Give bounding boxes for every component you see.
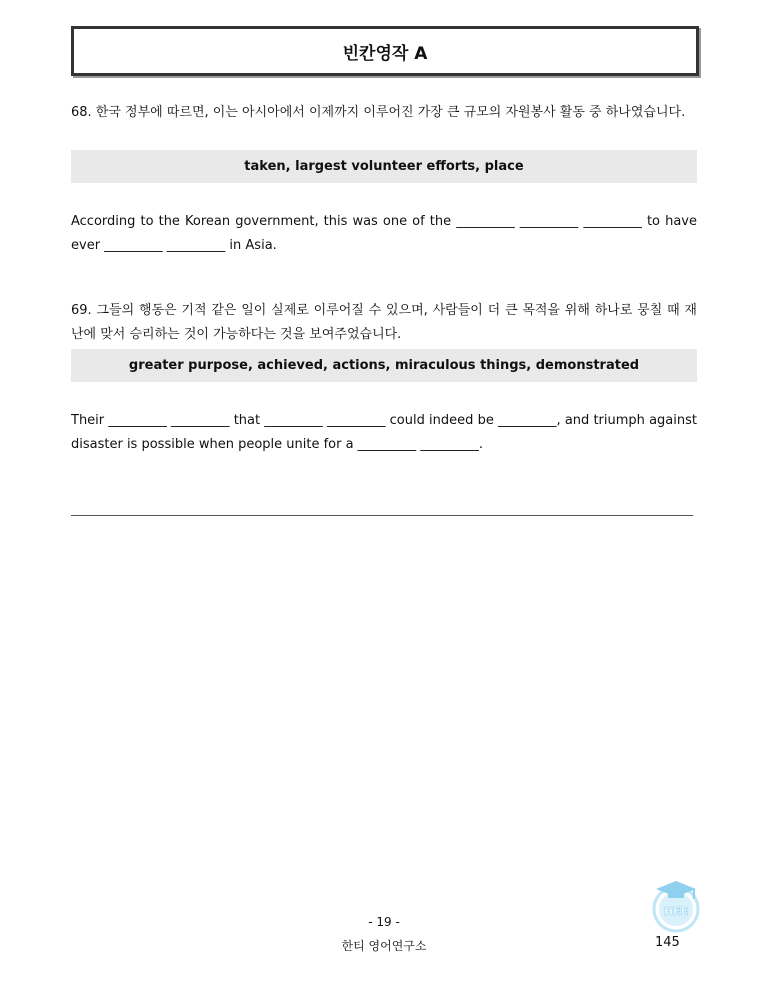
question-68-keywords <box>71 150 697 183</box>
page-title-text: 빈칸영작 A <box>342 43 428 64</box>
question-69-keywords <box>71 349 697 382</box>
page-number: - 19 - <box>368 915 400 929</box>
question-69-korean: 69. 그들의 행동은 기적 같은 일이 실제로 이루어질 수 있으며, 사람들이 더 큰 목적을 위해 하나로 뭉칠 때 재난에 맞서 승리하는 것이 가능하다는 것을 보여주었습니다. <box>71 303 697 342</box>
hee-logo-icon <box>648 875 704 935</box>
question-68-korean: 68. 한국 정부에 따르면, 이는 아시아에서 이제까지 이루어진 가장 큰 규모의 자원봉사 활동 중 하나였습니다. <box>71 105 686 120</box>
footer-count: 145 <box>655 935 680 950</box>
question-68-english: According to the Korean government, this was one of the _________ _________ _________ to have ever _________ _________ in Asia. <box>71 214 697 253</box>
logo-text: HEE <box>663 905 689 918</box>
divider-line <box>71 515 693 516</box>
publisher-name: 한티 영어연구소 <box>341 939 427 953</box>
page-title <box>71 26 699 76</box>
question-69-english: Their _________ _________ that _________ _________ could indeed be _________, and triumph against disaster is possible when people unite for a _________ _________. <box>71 413 697 452</box>
question-68-keywords-text: taken, largest volunteer efforts, place <box>244 159 524 174</box>
question-69-keywords-text: greater purpose, achieved, actions, miraculous things, demonstrated <box>128 358 640 373</box>
